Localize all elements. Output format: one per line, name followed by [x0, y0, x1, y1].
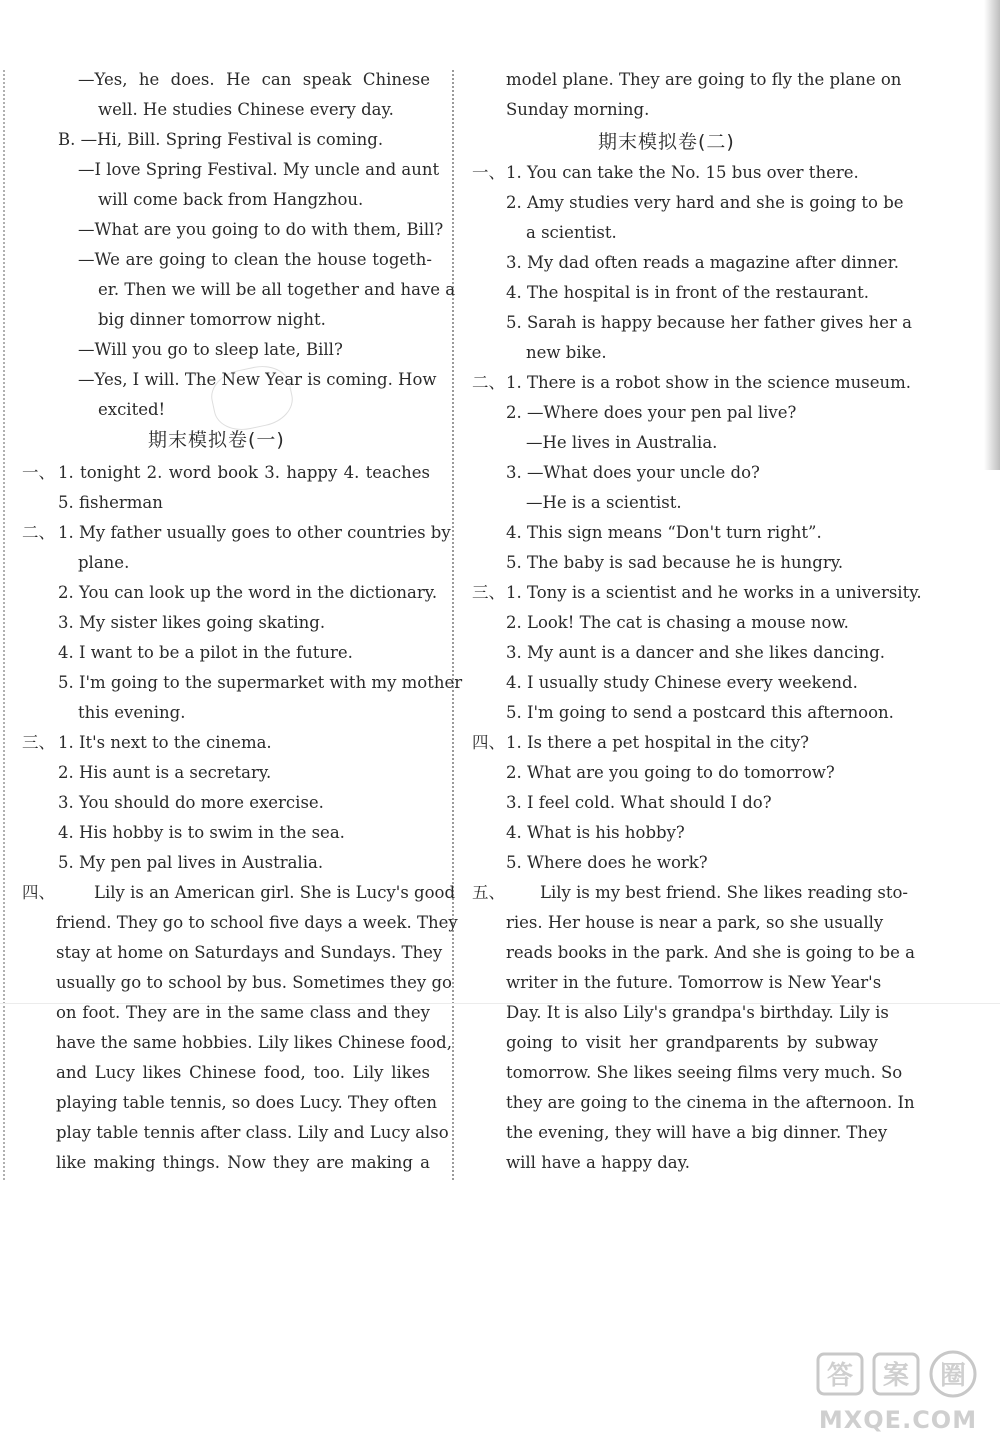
answer-line: a scientist. [526, 223, 617, 242]
section-mark: 一、 [472, 163, 505, 182]
text-line: er. Then we will be all together and have a [98, 280, 456, 299]
passage-line: friend. They go to school five days a week. They [56, 913, 458, 932]
passage-line: Lily is my best friend. She likes reading sto- [540, 883, 909, 902]
answer-line: 4. The hospital is in front of the restaurant. [506, 283, 870, 302]
text-line: B. —Hi, Bill. Spring Festival is coming. [58, 130, 384, 149]
passage-line: on foot. They are in the same class and they [56, 1003, 430, 1022]
passage-line: tomorrow. She likes seeing films very much. So [506, 1063, 903, 1082]
answer-line: 4. What is his hobby? [506, 823, 685, 842]
answer-line: 3. My aunt is a dancer and she likes dancing. [506, 643, 886, 662]
text-line: —What are you going to do with them, Bill? [78, 220, 444, 239]
answer-line: 5. Where does he work? [506, 853, 708, 872]
answer-line: 2. —Where does your pen pal live? [506, 403, 797, 422]
watermark-logo-icon [808, 1344, 988, 1404]
answer-line: 5. The baby is sad because he is hungry. [506, 553, 844, 572]
answer-line: 1. My father usually goes to other countries by [58, 523, 451, 542]
text-line: —I love Spring Festival. My uncle and aunt [78, 160, 440, 179]
passage-line: and Lucy likes Chinese food, too. Lily likes [56, 1063, 430, 1082]
passage-line: play table tennis after class. Lily and Lucy also [56, 1123, 449, 1142]
passage-line: writer in the future. Tomorrow is New Year's [506, 973, 882, 992]
section-mark: 三、 [22, 733, 55, 752]
answer-line: 1. tonight 2. word book 3. happy 4. teaches [58, 463, 430, 482]
section-title: 期末模拟卷(一) [148, 429, 285, 451]
answer-line: 1. Is there a pet hospital in the city? [506, 733, 810, 752]
passage-line: playing table tennis, so does Lucy. They often [56, 1093, 437, 1112]
section-mark: 四、 [22, 883, 55, 902]
page-edge-shadow [984, 0, 1000, 470]
passage-line: Lily is an American girl. She is Lucy's good [94, 883, 456, 902]
answer-line: 3. My sister likes going skating. [58, 613, 326, 632]
answer-line: 2. You can look up the word in the dictionary. [58, 583, 438, 602]
answer-line: 2. What are you going to do tomorrow? [506, 763, 835, 782]
answer-line: 4. This sign means “Don't turn right”. [506, 523, 822, 542]
text-line: excited! [98, 400, 166, 419]
answer-line: this evening. [78, 703, 186, 722]
passage-line: the evening, they will have a big dinner. They [506, 1123, 888, 1142]
section-mark: 四、 [472, 733, 505, 752]
text-line: big dinner tomorrow night. [98, 310, 326, 329]
text-line: well. He studies Chinese every day. [98, 100, 394, 119]
answer-line: 1. It's next to the cinema. [58, 733, 272, 752]
answer-line: 2. His aunt is a secretary. [58, 763, 272, 782]
answer-line: 2. Amy studies very hard and she is going to be [506, 193, 904, 212]
text-line: —Yes, he does. He can speak Chinese [78, 70, 430, 89]
binding-dotted-line [3, 70, 5, 1180]
passage-line: model plane. They are going to fly the plane on [506, 70, 902, 89]
answer-line: 3. You should do more exercise. [58, 793, 324, 812]
answer-line: 3. I feel cold. What should I do? [506, 793, 772, 812]
site-watermark [808, 1344, 988, 1434]
text-line: will come back from Hangzhou. [98, 190, 364, 209]
answer-line: 5. Sarah is happy because her father gives her a [506, 313, 912, 332]
answer-line: plane. [78, 553, 130, 572]
text-line: —Will you go to sleep late, Bill? [78, 340, 343, 359]
column-divider [452, 70, 454, 1180]
answer-line: 5. My pen pal lives in Australia. [58, 853, 324, 872]
passage-line: Sunday morning. [506, 100, 650, 119]
answer-line: 4. I want to be a pilot in the future. [58, 643, 353, 662]
text-line: —We are going to clean the house togeth- [78, 250, 432, 269]
passage-line: will have a happy day. [506, 1153, 691, 1172]
passage-line: Day. It is also Lily's grandpa's birthday. Lily is [506, 1003, 889, 1022]
text-line: —Yes, I will. The New Year is coming. How [78, 370, 437, 389]
watermark-char: 答 [826, 1361, 854, 1391]
passage-line: they are going to the cinema in the afternoon. In [506, 1093, 915, 1112]
answer-line: 3. —What does your uncle do? [506, 463, 760, 482]
section-mark: 二、 [22, 523, 55, 542]
answer-line: 5. I'm going to the supermarket with my mother [58, 673, 463, 692]
watermark-site-text: MXQE.COM [818, 1406, 978, 1434]
answer-line: 5. fisherman [58, 493, 163, 512]
answer-line: 5. I'm going to send a postcard this afternoon. [506, 703, 894, 722]
section-mark: 三、 [472, 583, 505, 602]
passage-line: stay at home on Saturdays and Sundays. They [56, 943, 443, 962]
section-mark: 五、 [472, 883, 505, 902]
watermark-char: 案 [882, 1361, 910, 1391]
passage-line: usually go to school by bus. Sometimes they go [56, 973, 452, 992]
answer-line: 1. Tony is a scientist and he works in a university. [506, 583, 922, 602]
section-mark: 二、 [472, 373, 505, 392]
passage-line: have the same hobbies. Lily likes Chinese food, [56, 1033, 452, 1052]
passage-line: going to visit her grandparents by subway [506, 1033, 878, 1052]
watermark-char: 圈 [939, 1361, 967, 1391]
answer-line: —He is a scientist. [526, 493, 682, 512]
answer-line: 2. Look! The cat is chasing a mouse now. [506, 613, 849, 632]
section-title: 期末模拟卷(二) [598, 131, 735, 153]
answer-line: 3. My dad often reads a magazine after dinner. [506, 253, 899, 272]
answer-line: —He lives in Australia. [526, 433, 718, 452]
answer-line: 4. I usually study Chinese every weekend. [506, 673, 858, 692]
passage-line: reads books in the park. And she is going to be a [506, 943, 915, 962]
section-mark: 一、 [22, 463, 55, 482]
answer-line: 1. There is a robot show in the science museum. [506, 373, 912, 392]
answer-line: 4. His hobby is to swim in the sea. [58, 823, 345, 842]
passage-line: ries. Her house is near a park, so she usually [506, 913, 884, 932]
answer-line: new bike. [526, 343, 607, 362]
answer-line: 1. You can take the No. 15 bus over there. [506, 163, 859, 182]
passage-line: like making things. Now they are making a [56, 1153, 430, 1172]
